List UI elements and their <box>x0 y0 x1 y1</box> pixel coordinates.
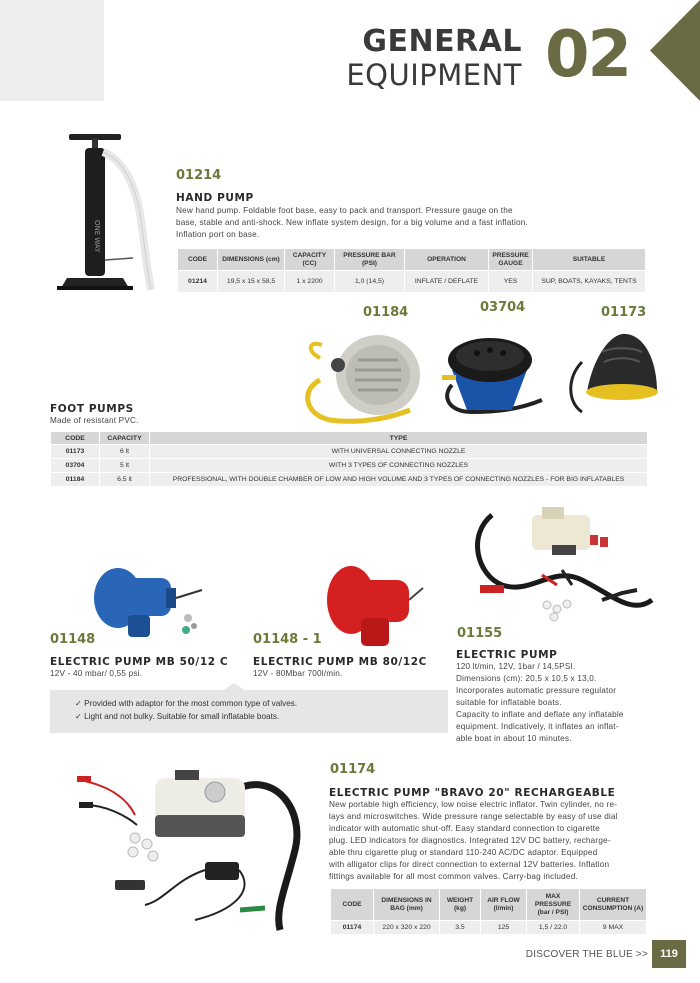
hand-pump-code: 01214 <box>176 168 222 183</box>
foot-pump-03704-image <box>432 320 552 420</box>
feature-note-2: ✓ Light and not bulky. Suitable for small inflatable boats. <box>75 712 280 721</box>
hand-pump-image <box>55 130 165 295</box>
hand-pump-spec-table: CODE DIMENSIONS (cm) CAPACITY (CC) PRESSURE BAR (PSI) OPERATION PRESSURE GAUGE SUITABLE 01214 19,5 x 15 x 58,5 1 x 2200 1,0 (14,5) INFLATE / DEFLATE YES SUP, BOATS, KAYAKS, TENTS <box>177 248 646 293</box>
table-row: 01214 19,5 x 15 x 58,5 1 x 2200 1,0 (14,5) INFLATE / DEFLATE YES SUP, BOATS, KAYAKS, TENTS <box>178 271 646 293</box>
foot-pump-01173-image <box>562 322 672 417</box>
pump-01148-title: ELECTRIC PUMP MB 50/12 C <box>50 656 229 668</box>
foot-pumps-table: CODE CAPACITY TYPE 01173 6 lt WITH UNIVERSAL CONNECTING NOZZLE 03704 5 lt WITH 3 TYPES OF CONNECTING NOZZLES 01184 6.5 lt PROFESSIONAL, WITH DOUBLE CHAMBER OF LOW AND HIGH VOLUME AND 3 TYPES OF CONNECTING NOZZLES - FOR BIG INFLATABLES <box>50 431 648 487</box>
footer-tagline: DISCOVER THE BLUE >> <box>525 949 648 960</box>
foot-pump-code-01184: 01184 <box>363 305 409 320</box>
table-row: 01173 6 lt WITH UNIVERSAL CONNECTING NOZZLE <box>51 445 648 459</box>
pump-01155-title: ELECTRIC PUMP <box>456 649 558 661</box>
pump-01174-title: ELECTRIC PUMP "BRAVO 20" RECHARGEABLE <box>329 787 616 799</box>
table-row: 03704 5 lt WITH 3 TYPES OF CONNECTING NOZZLES <box>51 459 648 473</box>
pump-01148-description: 12V - 40 mbar/ 0,55 psi. <box>50 669 143 678</box>
page-number: 119 <box>652 940 686 968</box>
header-gray-block <box>0 0 104 101</box>
foot-pumps-description: Made of resistant PVC. <box>50 416 139 425</box>
electric-pump-01174-image <box>75 760 325 935</box>
table-row: 01184 6.5 lt PROFESSIONAL, WITH DOUBLE CHAMBER OF LOW AND HIGH VOLUME AND 3 TYPES OF CONNECTING NOZZLES - FOR BIG INFLATABLES <box>51 473 648 487</box>
corner-arrow-shape <box>650 0 700 101</box>
foot-pumps-title: FOOT PUMPS <box>50 403 134 415</box>
foot-pump-01184-image <box>300 320 440 425</box>
svg-text:ONE WAY: ONE WAY <box>93 220 101 253</box>
electric-pump-01155-image <box>462 505 662 635</box>
pump-01174-description: New portable high efficiency, low noise electric inflator. Twin cylinder, no re- lays and microswitches. Wide pressure range selectable by easy of use dial indicator with automatic shut-off. Easy standard connection to cigarette plug. LED indicators for diagnostics. Integrated 12V DC battery, recharge- able thru cigarette plug or standard 110-240 AC/DC adaptor. Equipped with alligator clips for direct connection to external 12V batteries. Inflation fittings available for all most common valves. Carry-bag included. <box>329 800 618 881</box>
pump-01174-code: 01174 <box>330 762 376 777</box>
table-row: 01174 220 x 320 x 220 3.5 125 1,5 / 22.0 9 MAX <box>331 921 647 935</box>
electric-pump-01148-1-image <box>325 560 425 655</box>
pump-01148-1-title: ELECTRIC PUMP MB 80/12C <box>253 656 427 668</box>
pump-01155-description: 120 lt/min, 12V, 1bar / 14,5PSI. Dimensions (cm): 20,5 x 10,5 x 13,0. Incorporates automatic pressure regulator suitable for inflatable boats. Capacity to inflate and deflate any inflatable equipment. Indicatively, it inflates an inflat- able boat in about 10 minutes. <box>456 662 624 743</box>
pump-01148-code: 01148 <box>50 632 96 647</box>
section-title-line1: GENERAL <box>362 24 522 59</box>
pump-01174-spec-table: CODE DIMENSIONS IN BAG (mm) WEIGHT (kg) AIR FLOW (l/min) MAX PRESSURE (bar / PSI) CURRENT CONSUMPTION (A) 01174 220 x 320 x 220 3.5 125 1,5 / 22.0 9 MAX <box>330 888 647 935</box>
section-title-line2: EQUIPMENT <box>346 58 522 92</box>
pump-01148-1-description: 12V - 80Mbar 700l/min. <box>253 669 343 678</box>
pump-01148-1-code: 01148 - 1 <box>253 632 322 647</box>
hand-pump-title: HAND PUMP <box>176 192 254 204</box>
foot-pump-code-01173: 01173 <box>601 305 647 320</box>
foot-pump-code-03704: 03704 <box>480 300 526 315</box>
chapter-number: 02 <box>545 18 631 92</box>
note-box-pointer <box>222 683 246 691</box>
feature-note-1: ✓ Provided with adaptor for the most common type of valves. <box>75 699 298 708</box>
pump-01155-code: 01155 <box>457 626 503 641</box>
electric-pump-01148-image <box>90 560 210 645</box>
hand-pump-description: New hand pump. Foldable foot base, easy to pack and transport. Pressure gauge on the base, stable and anti-shock. New inflate system design, for a big volume and a fast inflation. Inflation port on base. <box>176 206 528 239</box>
